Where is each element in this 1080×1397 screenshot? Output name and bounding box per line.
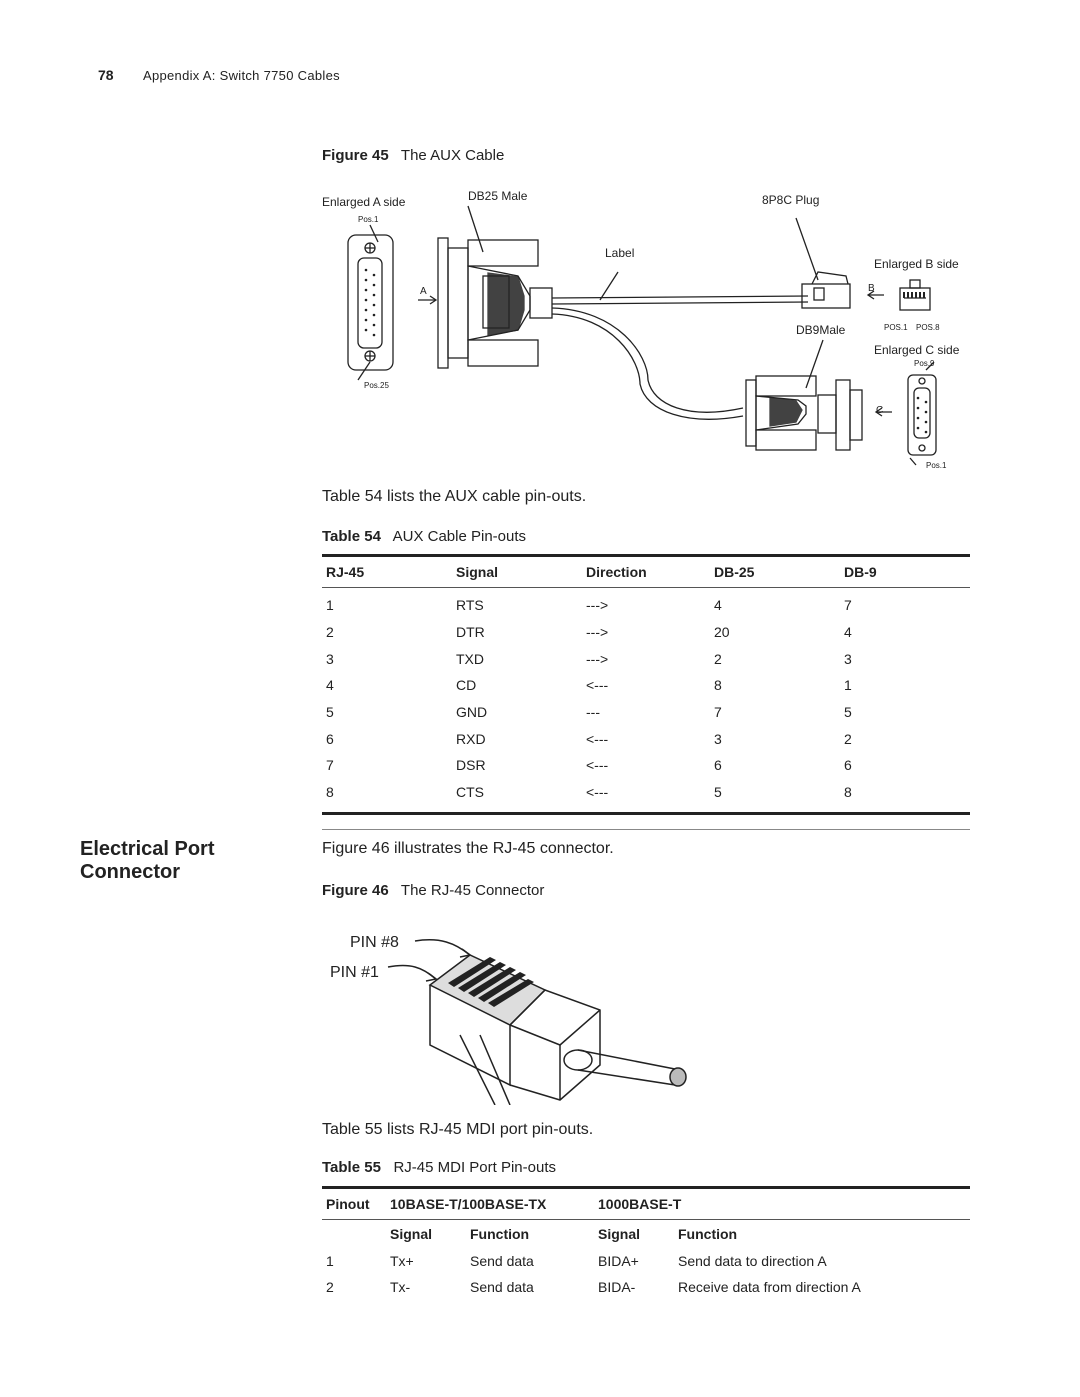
table-row xyxy=(322,752,970,779)
pos1-a-label: Pos.1 xyxy=(358,215,379,224)
section-heading xyxy=(80,838,215,884)
table-row xyxy=(322,619,970,646)
aux-pinout-table xyxy=(322,554,970,815)
side-c-label: C xyxy=(876,405,884,416)
cell: RXD xyxy=(456,730,486,747)
figure-45-caption xyxy=(322,147,504,164)
header-pinout: Pinout xyxy=(326,1196,370,1212)
cell: BIDA- xyxy=(598,1279,636,1295)
table-row xyxy=(322,779,970,806)
header-function-2: Function xyxy=(678,1226,738,1242)
db25-male-label: DB25 Male xyxy=(468,189,528,203)
cell: --- xyxy=(586,704,600,721)
pos25-label: Pos.25 xyxy=(364,381,389,390)
table-55-title: RJ-45 MDI Port Pin-outs xyxy=(393,1159,556,1176)
figure-45-title: The AUX Cable xyxy=(400,147,505,164)
cell: 3 xyxy=(326,650,334,667)
cell: Send data xyxy=(470,1279,534,1295)
pos9-label: Pos.9 xyxy=(914,359,935,368)
table-54-caption xyxy=(322,528,526,545)
db9-connector-icon xyxy=(746,376,862,450)
cell: 6 xyxy=(326,730,334,747)
header-rj45: RJ-45 xyxy=(326,564,365,580)
cell: 2 xyxy=(844,730,852,747)
figure-46-title: The RJ-45 Connector xyxy=(400,882,545,899)
pin8-label: PIN #8 xyxy=(350,934,399,951)
cell: 8 xyxy=(714,677,722,694)
pos8-b-label: POS.8 xyxy=(916,323,940,332)
table-55-intro: Table 55 lists RJ-45 MDI port pin-outs. xyxy=(322,1121,594,1138)
section-heading-line1: Electrical Port xyxy=(80,838,215,860)
aux-cable-diagram xyxy=(318,180,978,480)
table-54-label: Table 54 xyxy=(322,528,381,545)
running-header: Appendix A: Switch 7750 Cables xyxy=(143,68,340,83)
cell: CTS xyxy=(456,784,484,801)
enlarged-c-side-icon xyxy=(908,375,936,455)
cell: 6 xyxy=(714,757,722,774)
enlarged-b-label: Enlarged B side xyxy=(874,257,959,271)
header-signal: Signal xyxy=(456,564,499,580)
cell: 5 xyxy=(326,704,334,721)
pos1-b-label: POS.1 xyxy=(884,323,908,332)
rj45-plug-icon xyxy=(802,272,850,308)
cell: DSR xyxy=(456,757,486,774)
table-54-intro: Table 54 lists the AUX cable pin-outs. xyxy=(322,488,587,505)
table-54-title: AUX Cable Pin-outs xyxy=(392,528,527,545)
cell: Send data to direction A xyxy=(678,1253,827,1269)
cell: 2 xyxy=(326,1279,334,1295)
rj45-connector-diagram xyxy=(330,925,690,1105)
enlarged-c-label: Enlarged C side xyxy=(874,343,960,357)
cell: 20 xyxy=(714,624,730,641)
section-divider xyxy=(322,829,970,830)
side-a-label: A xyxy=(420,286,427,297)
cell: 5 xyxy=(714,784,722,801)
cell: ---> xyxy=(586,624,609,641)
cell: 4 xyxy=(714,597,722,614)
cell: 5 xyxy=(844,704,852,721)
cell: BIDA+ xyxy=(598,1253,639,1269)
table-rule xyxy=(322,812,970,815)
cell: 7 xyxy=(844,597,852,614)
table-row xyxy=(322,592,970,619)
header-direction: Direction xyxy=(586,564,647,580)
table-row xyxy=(322,672,970,699)
table-row xyxy=(322,645,970,672)
header-1000base: 1000BASE-T xyxy=(598,1196,682,1212)
cell: RTS xyxy=(456,597,484,614)
cell: Tx- xyxy=(390,1279,411,1295)
cell: 1 xyxy=(326,1253,334,1269)
figure-45-label: Figure 45 xyxy=(322,147,389,164)
header-10-100base: 10BASE-T/100BASE-TX xyxy=(390,1196,547,1212)
cell: 4 xyxy=(326,677,334,694)
cell: 7 xyxy=(714,704,722,721)
cell: Receive data from direction A xyxy=(678,1279,861,1295)
cell: Send data xyxy=(470,1253,534,1269)
side-b-label: B xyxy=(868,283,875,294)
cell: ---> xyxy=(586,650,609,667)
cell: 2 xyxy=(326,624,334,641)
cell: TXD xyxy=(456,650,484,667)
header-db9: DB-9 xyxy=(844,564,877,580)
table-row xyxy=(322,1248,970,1274)
cell: 2 xyxy=(714,650,722,667)
label-label: Label xyxy=(605,246,635,260)
table-header-row xyxy=(322,557,970,587)
cell: GND xyxy=(456,704,488,721)
cell: <--- xyxy=(586,730,609,747)
cell: Tx+ xyxy=(390,1253,414,1269)
table-sub-header-row xyxy=(322,1220,970,1248)
cell: CD xyxy=(456,677,477,694)
db9male-label: DB9Male xyxy=(796,323,846,337)
cell: 1 xyxy=(844,677,852,694)
header-signal-2: Signal xyxy=(598,1226,641,1242)
header-db25: DB-25 xyxy=(714,564,755,580)
cell: <--- xyxy=(586,784,609,801)
cell: <--- xyxy=(586,677,609,694)
cell: ---> xyxy=(586,597,609,614)
table-55-label: Table 55 xyxy=(322,1159,381,1176)
header-function-1: Function xyxy=(470,1226,530,1242)
table-row xyxy=(322,1274,970,1300)
cell: DTR xyxy=(456,624,485,641)
figure-46-label: Figure 46 xyxy=(322,882,389,899)
mdi-pinout-table xyxy=(322,1186,970,1300)
cell: 8 xyxy=(326,784,334,801)
cell: 8 xyxy=(844,784,852,801)
enlarged-a-side-icon xyxy=(348,235,393,370)
cell: 3 xyxy=(844,650,852,667)
table-group-header-row xyxy=(322,1189,970,1219)
figure-46-caption xyxy=(322,882,544,899)
cell: 6 xyxy=(844,757,852,774)
8p8c-plug-label: 8P8C Plug xyxy=(762,193,820,207)
figure-46-intro: Figure 46 illustrates the RJ-45 connector. xyxy=(322,840,614,857)
table-55-caption xyxy=(322,1159,556,1176)
page-number: 78 xyxy=(98,67,114,83)
cell: <--- xyxy=(586,757,609,774)
table-row xyxy=(322,725,970,752)
table-row xyxy=(322,699,970,726)
header-signal-1: Signal xyxy=(390,1226,433,1242)
cell: 1 xyxy=(326,597,334,614)
pin1-label: PIN #1 xyxy=(330,964,379,981)
enlarged-a-label: Enlarged A side xyxy=(322,195,406,209)
section-heading-line2: Connector xyxy=(80,861,180,883)
cell: 3 xyxy=(714,730,722,747)
pos1-c-label: Pos.1 xyxy=(926,461,947,470)
cell: 4 xyxy=(844,624,852,641)
cell: 7 xyxy=(326,757,334,774)
